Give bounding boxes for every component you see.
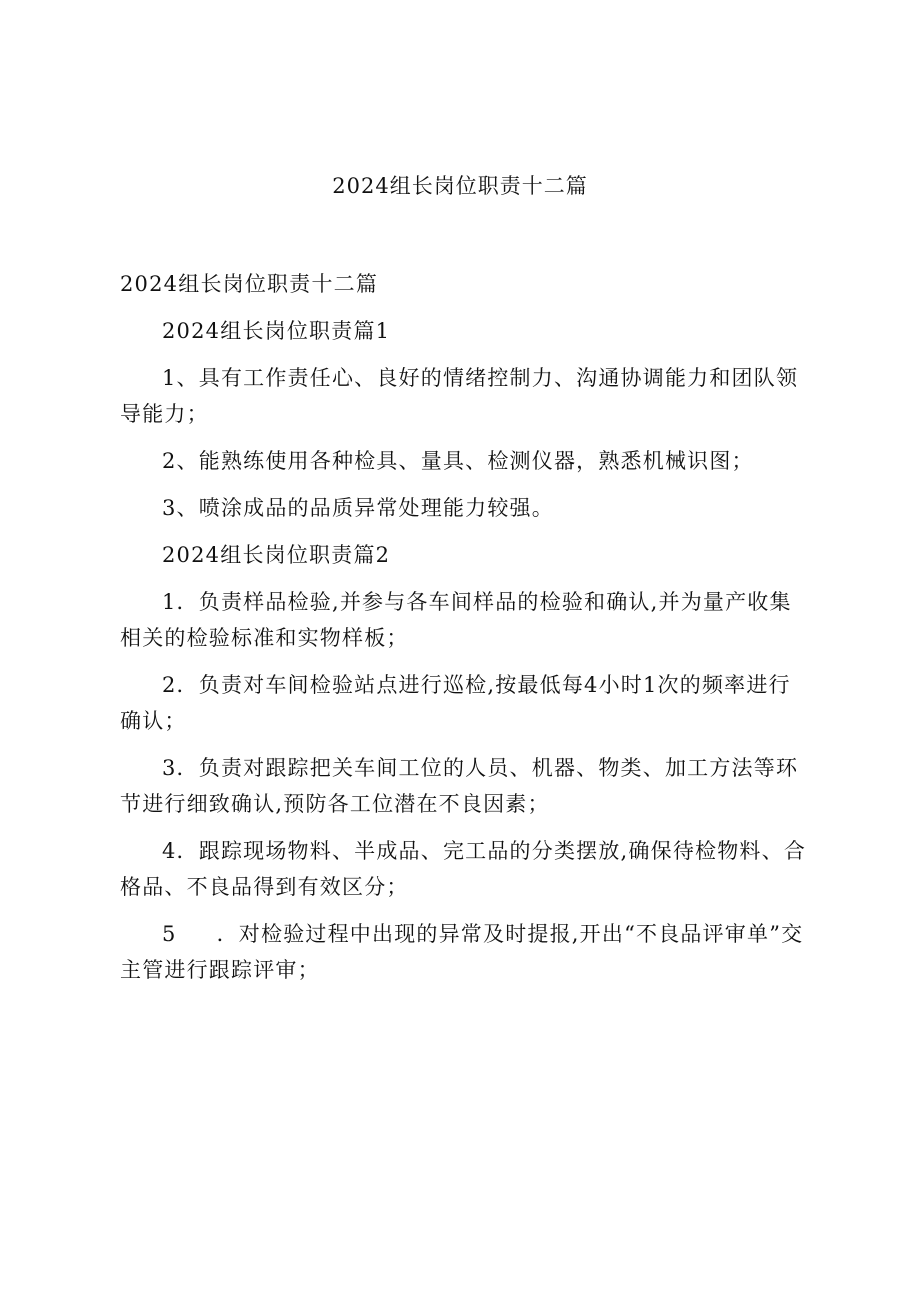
section-2-item-5-number: 5 [162, 922, 177, 946]
section-2-item-5 [120, 916, 810, 988]
document-subtitle: 2024组长岗位职责十二篇 [120, 272, 379, 296]
section-2-item-2: 2．负责对车间检验站点进行巡检,按最低每4小时1次的频率进行确认； [120, 673, 791, 733]
section-1-heading: 2024组长岗位职责篇1 [162, 319, 391, 343]
section-2-item-1: 1．负责样品检验,并参与各车间样品的检验和确认,并为量产收集相关的检验标准和实物样板； [120, 590, 792, 650]
section-2-heading: 2024组长岗位职责篇2 [162, 543, 391, 567]
section-2-item-5-text: ．对检验过程中出现的异常及时提报,开出“不良品评审单”交主管进行跟踪评审； [120, 922, 804, 982]
document-title: 2024组长岗位职责十二篇 [332, 174, 588, 198]
section-2-item-3: 3．负责对跟踪把关车间工位的人员、机器、物类、加工方法等环节进行细致确认,预防各工位潜在不良因素； [120, 756, 799, 816]
document-body [120, 266, 810, 999]
section-1-item-1: 1、具有工作责任心、良好的情绪控制力、沟通协调能力和团队领导能力； [120, 366, 799, 426]
section-2-item-4: 4．跟踪现场物料、半成品、完工品的分类摆放,确保待检物料、合格品、不良品得到有效区分； [120, 839, 807, 899]
section-1-item-2: 2、能熟练使用各种检具、量具、检测仪器，熟悉机械识图； [162, 449, 754, 473]
section-1-item-3: 3、喷涂成品的品质异常处理能力较强。 [162, 496, 554, 520]
